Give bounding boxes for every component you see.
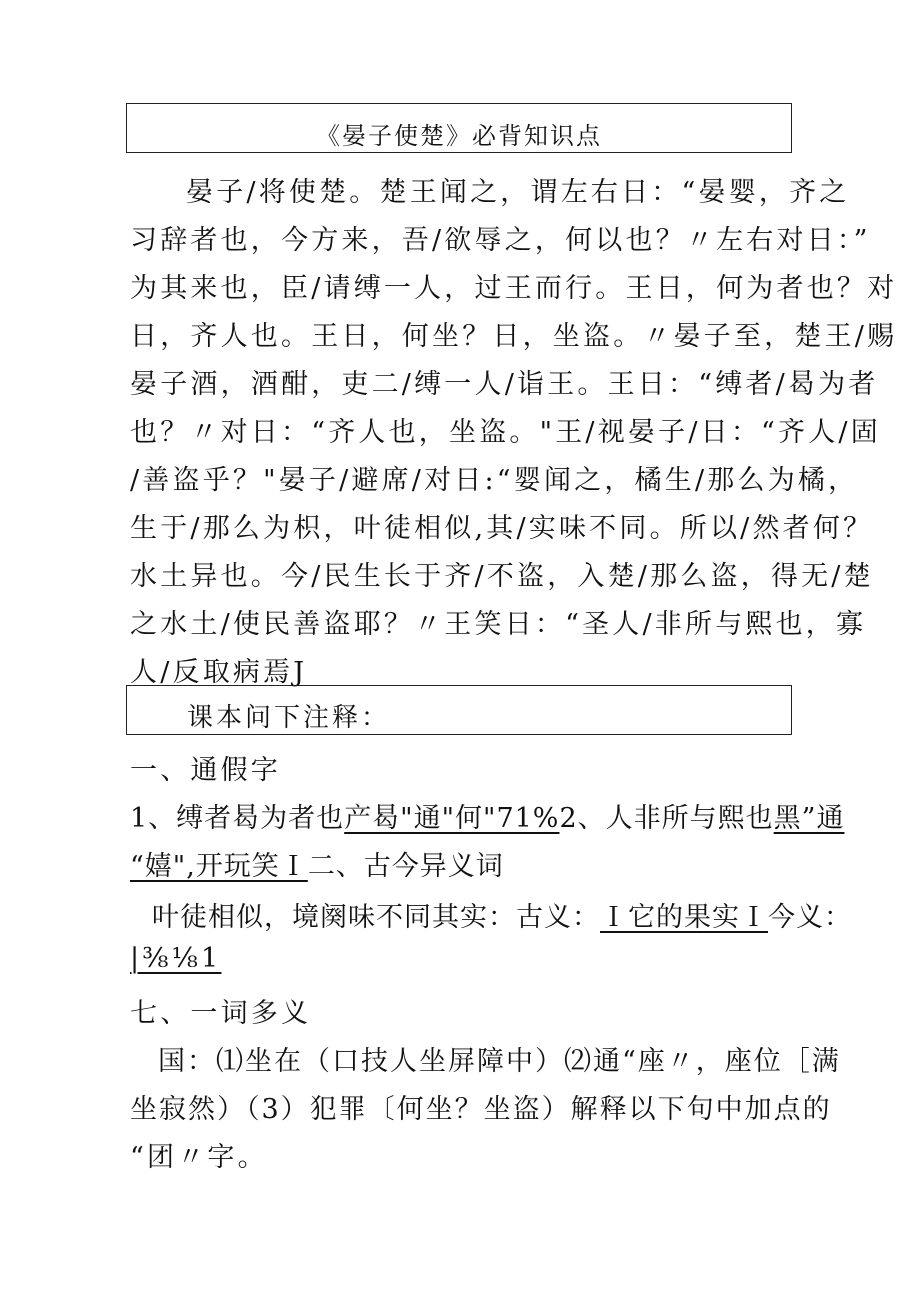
passage-line: 人/反取病焉J	[130, 657, 308, 688]
gujin-line	[152, 895, 852, 934]
tongjiazi-text: 1、缚者曷为者也	[130, 803, 345, 834]
notes-heading-box	[126, 685, 792, 735]
passage-line: 水土异也。今/民生长于齐/不盗，入楚/那么盗，得无/楚	[130, 561, 874, 592]
passage-line: 为其来也，臣/请缚一人，过王而行。王日，何为者也？对	[130, 273, 898, 304]
tongjiazi-answer: 黑”通	[773, 803, 845, 834]
passage-line: 习辞者也，今方来，吾/欲辱之，何以也？〃左右对日：”	[130, 225, 871, 256]
yiciduoyi-line: 国：⑴坐在（口技人坐屏障中）⑵通“座〃，座位［满	[158, 1046, 841, 1077]
passage-line: 晏子/将使楚。楚王闻之，谓左右日：“晏婴，齐之	[186, 177, 850, 208]
gujin-answer: Ｉ它的果实Ｉ	[600, 902, 768, 933]
tongjiazi-line	[130, 844, 504, 883]
gujin-text: 叶徒相似，境阕味不同其实：古义：	[152, 902, 600, 933]
passage-line: 日，齐人也。王日，何坐？日，坐盗。〃晏子至，楚王/赐	[130, 321, 898, 352]
passage-line: /善盗乎？"晏子/避席/对日:“婴闻之，橘生/那么为橘，	[130, 465, 859, 496]
tongjiazi-answer: 产曷"通"何"71%	[344, 803, 560, 834]
section-heading-gujin: 二、古今异义词	[307, 851, 504, 882]
gujin-line	[130, 943, 221, 974]
tongjiazi-answer: “嬉",开玩笑Ｉ	[130, 851, 308, 882]
tongjiazi-line	[130, 796, 844, 835]
gujin-text: 今义：	[768, 902, 852, 933]
title-box	[126, 103, 792, 153]
section-heading-yiciduoyi: 七、一词多义	[130, 998, 312, 1029]
notes-heading: 课本问下注释：	[187, 703, 391, 733]
yiciduoyi-line: “团〃字。	[130, 1142, 268, 1173]
passage-line: 生于/那么为枳，叶徒相似,其/实味不同。所以/然者何？	[130, 513, 874, 544]
tongjiazi-text: 2、人非所与熙也	[559, 803, 774, 834]
document-title: 《晏子使楚》必背知识点	[316, 122, 602, 150]
gujin-answer: |⅜⅛1	[130, 943, 222, 974]
passage-line: 之水土/使民善盗耶？〃王笑日：“圣人/非所与熙也，寡	[130, 609, 867, 640]
passage-line: 也？〃对日：“齐人也，坐盗。"王/视晏子/日：“齐人/固	[130, 417, 881, 448]
section-heading-tongjiazi: 一、通假字	[130, 755, 281, 786]
passage-line: 晏子酒，酒酣，吏二/缚一人/诣王。王日：“缚者/曷为者	[130, 369, 879, 400]
yiciduoyi-line: 坐寂然）（3）犯罪〔何坐？坐盗）解释以下句中加点的	[130, 1094, 832, 1125]
